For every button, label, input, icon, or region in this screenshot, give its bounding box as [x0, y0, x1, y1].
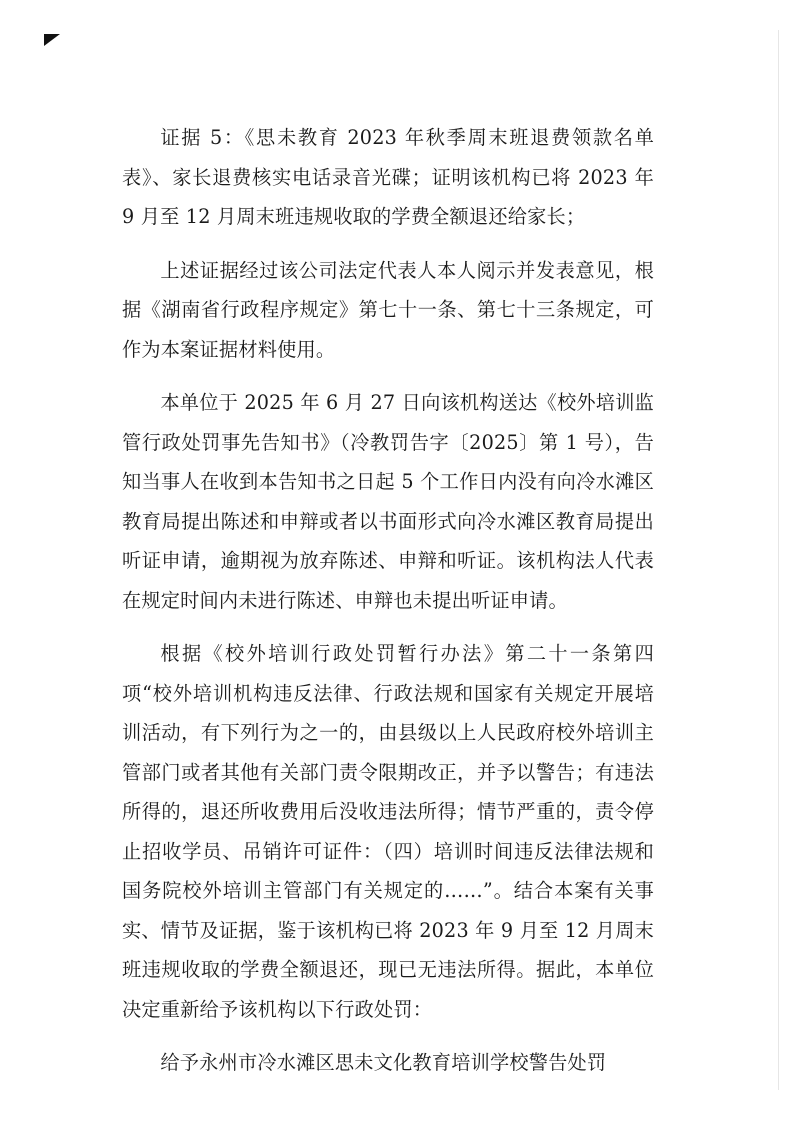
- document-body: [122, 118, 654, 1097]
- paragraph-evidence-5: 证据 5：《思未教育 2023 年秋季周末班退费领款名单表》、家长退费核实电话录音光碟；证明该机构已将 2023 年 9 月至 12 月周末班违规收取的学费全额退还给家长；: [122, 126, 654, 228]
- paragraph-legal-basis: 根据《校外培训行政处罚暂行办法》第二十一条第四项“校外培训机构违反法律、行政法规和国家有关规定开展培训活动，有下列行为之一的，由县级以上人民政府校外培训主管部门或者其他有关部门责令限期改正，并予以警告；有违法所得的，退还所收费用后没收违法所得；情节严重的，责令停止招收学员、吊销许可证件：（四）培训时间违反法律法规和国务院校外培训主管部门有关规定的……”。结合本案有关事实、情节及证据，鉴于该机构已将 2023 年 9 月至 12 月周末班违规收取的学费全额退还，现已无违法所得。据此，本单位决定重新给予该机构以下行政处罚：: [122, 642, 654, 1021]
- scan-corner-mark: [44, 34, 60, 46]
- paragraph-notice-delivery: 本单位于 2025 年 6 月 27 日向该机构送达《校外培训监管行政处罚事先告知书》（冷教罚告字〔2025〕第 1 号），告知当事人在收到本告知书之日起 5 个工作日内没有向冷水滩区教育局提出陈述和申辩或者以书面形式向冷水滩区教育局提出听证申请，逾期视为放弃陈述、申辩和听证。该机构法人代表在规定时间内未进行陈述、申辩也未提出听证申请。: [122, 391, 654, 612]
- paragraph-evidence-review: 上述证据经过该公司法定代表人本人阅示并发表意见，根据《湖南省行政程序规定》第七十一条、第七十三条规定，可作为本案证据材料使用。: [122, 258, 654, 361]
- scan-edge-line: [778, 30, 779, 1090]
- paragraph-penalty-decision: 给予永州市冷水滩区思未文化教育培训学校警告处罚: [160, 1051, 607, 1074]
